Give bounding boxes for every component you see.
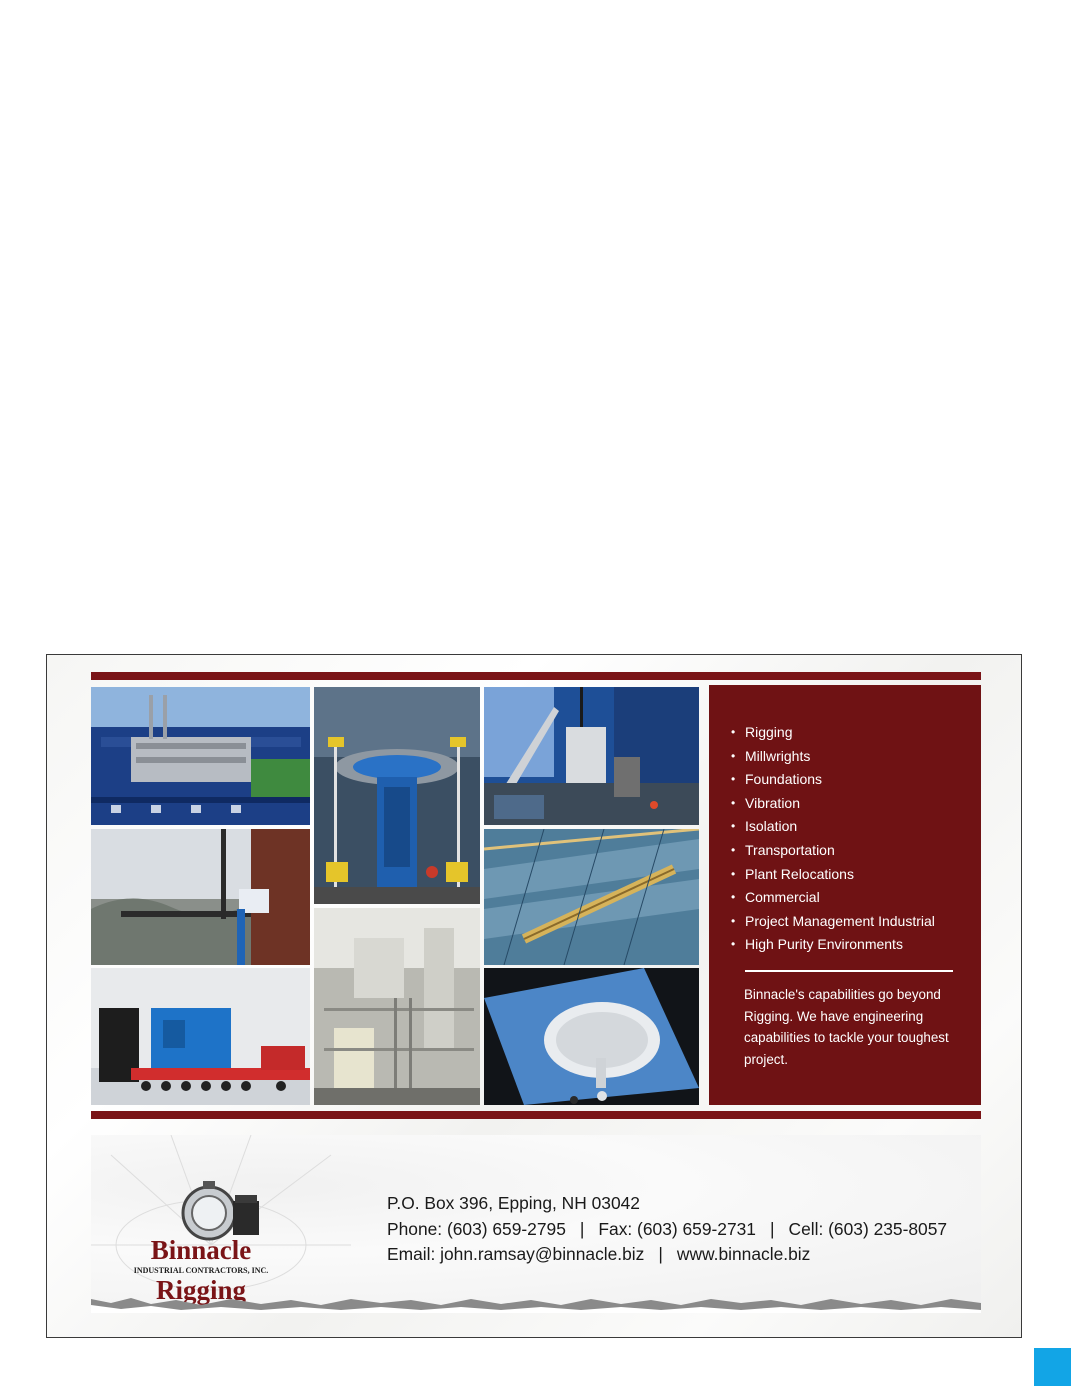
service-item: • Isolation (731, 818, 798, 835)
separator: | (579, 1218, 585, 1239)
photo-crane-platform-building (91, 829, 310, 965)
phone-number: Phone: (603) 659-2795 (387, 1218, 566, 1239)
panel-divider (745, 970, 953, 972)
service-item: • Transportation (731, 841, 835, 858)
top-maroon-rule (91, 672, 981, 680)
service-item: • Rigging (731, 724, 793, 740)
separator: | (769, 1218, 775, 1239)
photo-vessel-overhead-lift (484, 968, 699, 1105)
fax-number: Fax: (603) 659-2731 (598, 1218, 756, 1239)
service-item: • Plant Relocations (731, 865, 854, 882)
photo-crane-lifting-vessel (484, 687, 699, 825)
website-link: www.binnacle.biz (676, 1244, 811, 1264)
service-item: • Millwrights (731, 747, 811, 764)
page-corner-marker (1034, 1348, 1071, 1386)
service-item: • Commercial (731, 889, 820, 906)
services-list (731, 721, 959, 957)
service-item: • High Purity Environments (731, 936, 903, 953)
photo-vertical-machine-assembly (314, 687, 480, 904)
email-address: Email: john.ramsay@binnacle.biz (387, 1244, 645, 1264)
photo-rebar-foundation (484, 829, 699, 965)
binnacle-advertisement (46, 654, 1022, 1338)
torn-paper-edge (91, 1295, 981, 1313)
svg-text:Rigging: Rigging (155, 1275, 247, 1305)
separator: | (658, 1244, 663, 1264)
service-item: • Vibration (731, 794, 801, 811)
email-web-line (387, 1242, 947, 1268)
service-item: • Project Management Industrial (731, 912, 935, 929)
phone-line (387, 1217, 947, 1243)
address-line: P.O. Box 396, Epping, NH 03042 (387, 1193, 640, 1213)
service-item: • Foundations (731, 771, 823, 788)
bottom-maroon-rule (91, 1111, 981, 1119)
binnacle-rigging-logo (131, 1175, 321, 1305)
contact-block (387, 1191, 947, 1268)
capabilities-blurb: Binnacle's capabilities go beyond Rigging. We have engineering capabilities to tackle your toughest project. (744, 986, 949, 1067)
svg-text:INDUSTRIAL CONTRACTORS, INC.: INDUSTRIAL CONTRACTORS, INC. (133, 1266, 269, 1275)
cell-number: Cell: (603) 235-8057 (788, 1218, 948, 1239)
photo-blue-machine-on-trailer (91, 968, 310, 1105)
photo-process-piping-equipment (314, 908, 480, 1105)
photo-building-rooftop-units (91, 687, 310, 825)
svg-text:Binnacle: Binnacle (150, 1235, 252, 1265)
services-panel (709, 685, 981, 1105)
